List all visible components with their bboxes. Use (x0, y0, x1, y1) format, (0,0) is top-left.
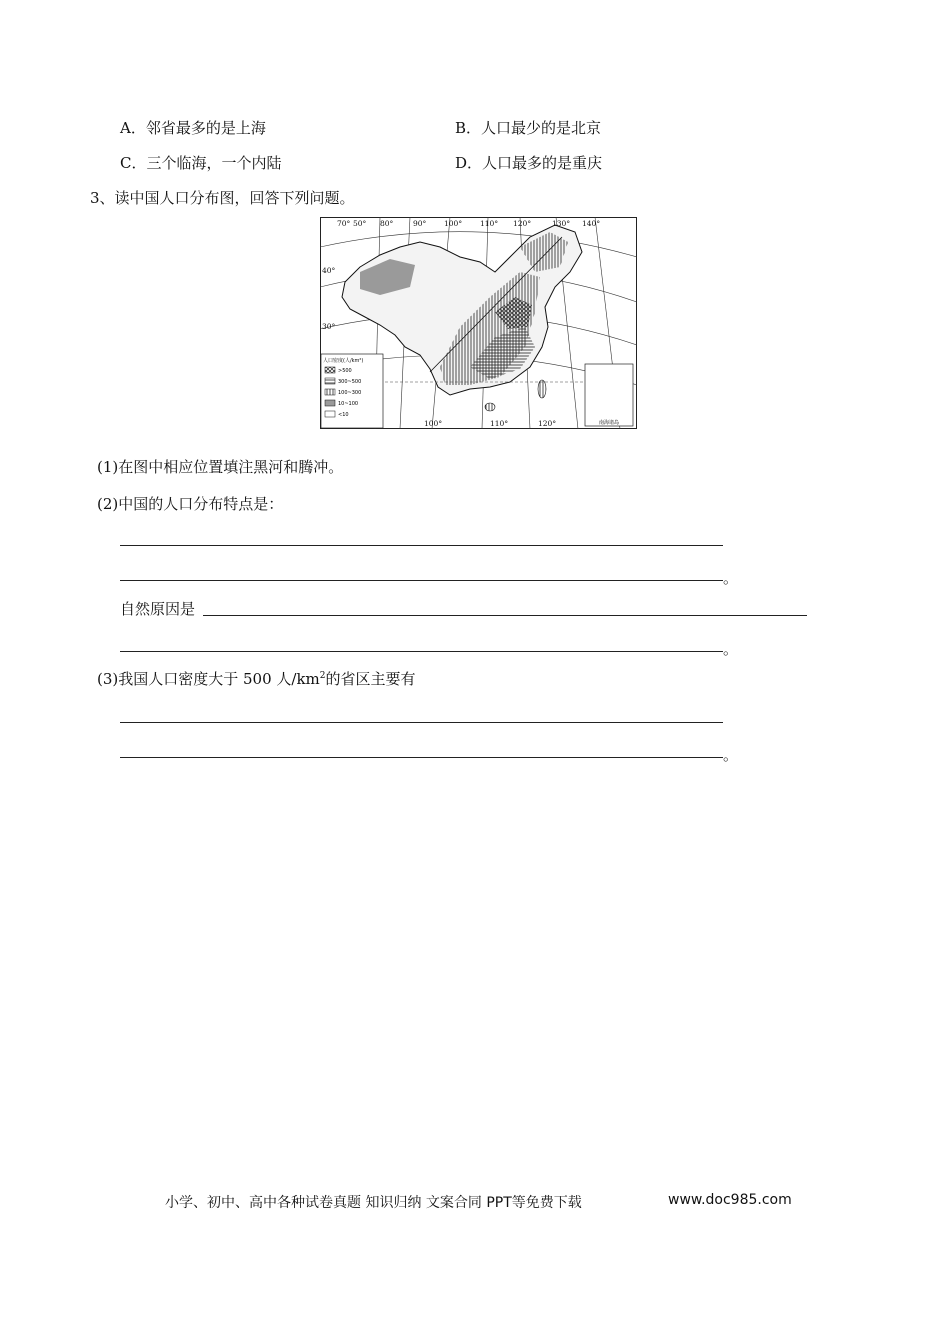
period: 。 (723, 569, 739, 587)
question-3-3 (97, 668, 416, 689)
legend-item: 100~300 (338, 390, 362, 396)
option-b: B．人口最少的是北京 (455, 119, 602, 137)
lat-label: 30° (322, 322, 336, 331)
lon-label: 100° (444, 219, 463, 228)
question-3-1: (1)在图中相应位置填注黑河和腾冲。 (97, 458, 344, 476)
option-c: C．三个临海，一个内陆 (120, 154, 282, 172)
period: 。 (723, 746, 739, 764)
question-3-title: 3、读中国人口分布图，回答下列问题。 (90, 189, 355, 207)
question-3-3-sup: 2 (319, 671, 326, 681)
answer-line[interactable] (120, 651, 723, 652)
lon-label: 80° (380, 219, 394, 228)
lon-label: 90° (413, 219, 427, 228)
footer-url[interactable]: www.doc985.com (668, 1192, 792, 1208)
answer-line[interactable] (203, 615, 807, 616)
legend-item: >500 (338, 368, 352, 374)
answer-line[interactable] (120, 722, 723, 723)
map-legend (321, 354, 383, 428)
lon-label: 50° (353, 219, 367, 228)
lon-label: 100° (424, 419, 443, 428)
lat-label: 40° (322, 266, 336, 275)
lon-label: 110° (480, 219, 499, 228)
lon-label: 140° (582, 219, 601, 228)
natural-reason-label: 自然原因是 (120, 600, 196, 618)
lon-label: 70° (337, 219, 351, 228)
inset-box (585, 364, 633, 426)
lon-label: 110° (490, 419, 509, 428)
answer-line[interactable] (120, 580, 723, 581)
legend-title: 人口密度(人/km²) (323, 358, 364, 364)
question-3-3-suffix: 的省区主要有 (325, 670, 416, 688)
answer-line[interactable] (120, 757, 723, 758)
question-3-3-prefix: (3)我国人口密度大于 500 人/km (97, 670, 320, 688)
lon-label: 120° (513, 219, 532, 228)
footer-text: 小学、初中、高中各种试卷真题 知识归纳 文案合同 PPT等免费下载 (165, 1195, 582, 1211)
inset-label: 南海诸岛 (599, 420, 620, 426)
period: 。 (723, 640, 739, 658)
china-population-map (320, 217, 637, 429)
option-a: A．邻省最多的是上海 (120, 119, 266, 137)
question-3-2: (2)中国的人口分布特点是： (97, 495, 284, 513)
option-d: D．人口最多的是重庆 (455, 154, 603, 172)
legend-item: <10 (338, 412, 349, 418)
answer-line[interactable] (120, 545, 723, 546)
lon-label: 120° (538, 419, 557, 428)
legend-item: 300~500 (338, 379, 362, 385)
lon-label: 130° (552, 219, 571, 228)
legend-item: 10~100 (338, 401, 359, 407)
